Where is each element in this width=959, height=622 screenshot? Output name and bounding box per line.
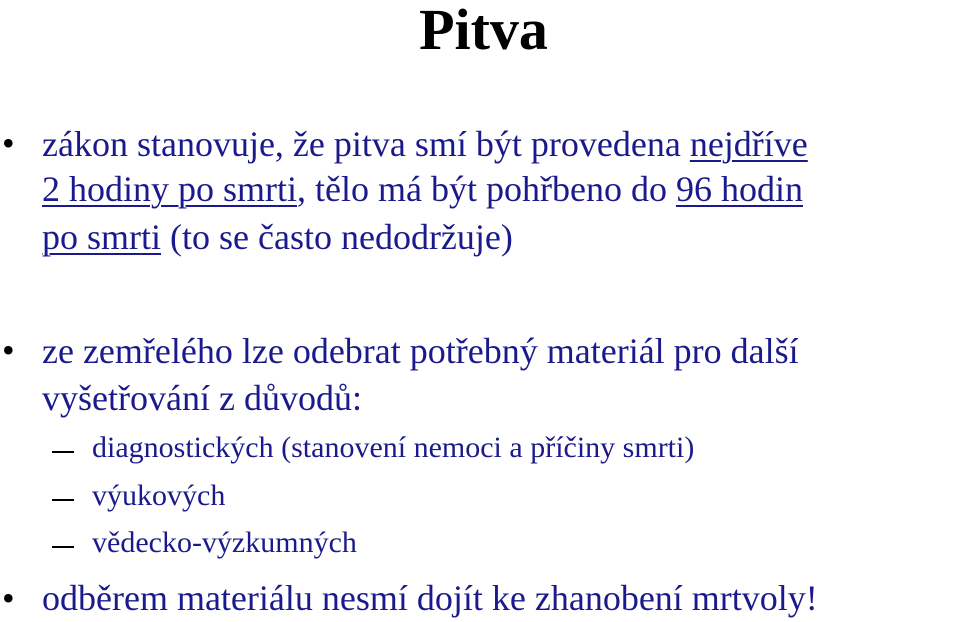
underlined-phrase: po smrti: [42, 217, 162, 257]
underlined-phrase: 2 hodiny po smrti: [42, 169, 298, 209]
dash-marker: [52, 451, 74, 453]
sub-item: diagnostických (stanovení nemoci a příčiny smrti): [92, 431, 695, 464]
bullet-2-line-1: ze zemřelého lze odebrat potřebný materiál pro další: [42, 331, 799, 371]
sub-item: výukových: [92, 479, 226, 512]
bullet-1-text: , tělo má být pohřbeno do: [297, 169, 676, 209]
bullet-marker: •: [2, 123, 15, 163]
dash-marker: [52, 499, 74, 501]
dash-marker: [52, 546, 74, 548]
bullet-marker: •: [2, 578, 15, 618]
sub-item: vědecko-výzkumných: [92, 526, 357, 559]
bullet-1-text: zákon stanovuje, že pitva smí být provedena: [42, 124, 690, 164]
slide-title: Pitva: [419, 0, 548, 62]
bullet-2-line-2: vyšetřování z důvodů:: [42, 378, 362, 418]
bullet-3-text: odběrem materiálu nesmí dojít ke zhanobení mrtvoly!: [42, 578, 818, 618]
underlined-phrase: 96 hodin: [675, 169, 803, 209]
bullet-1-line-1: [42, 121, 808, 167]
underlined-phrase: nejdříve: [689, 124, 808, 164]
bullet-1-text: (to se často nedodržuje): [161, 217, 513, 257]
bullet-1-line-3: [42, 214, 513, 260]
bullet-marker: •: [2, 330, 15, 370]
bullet-1-line-2: [42, 166, 803, 212]
